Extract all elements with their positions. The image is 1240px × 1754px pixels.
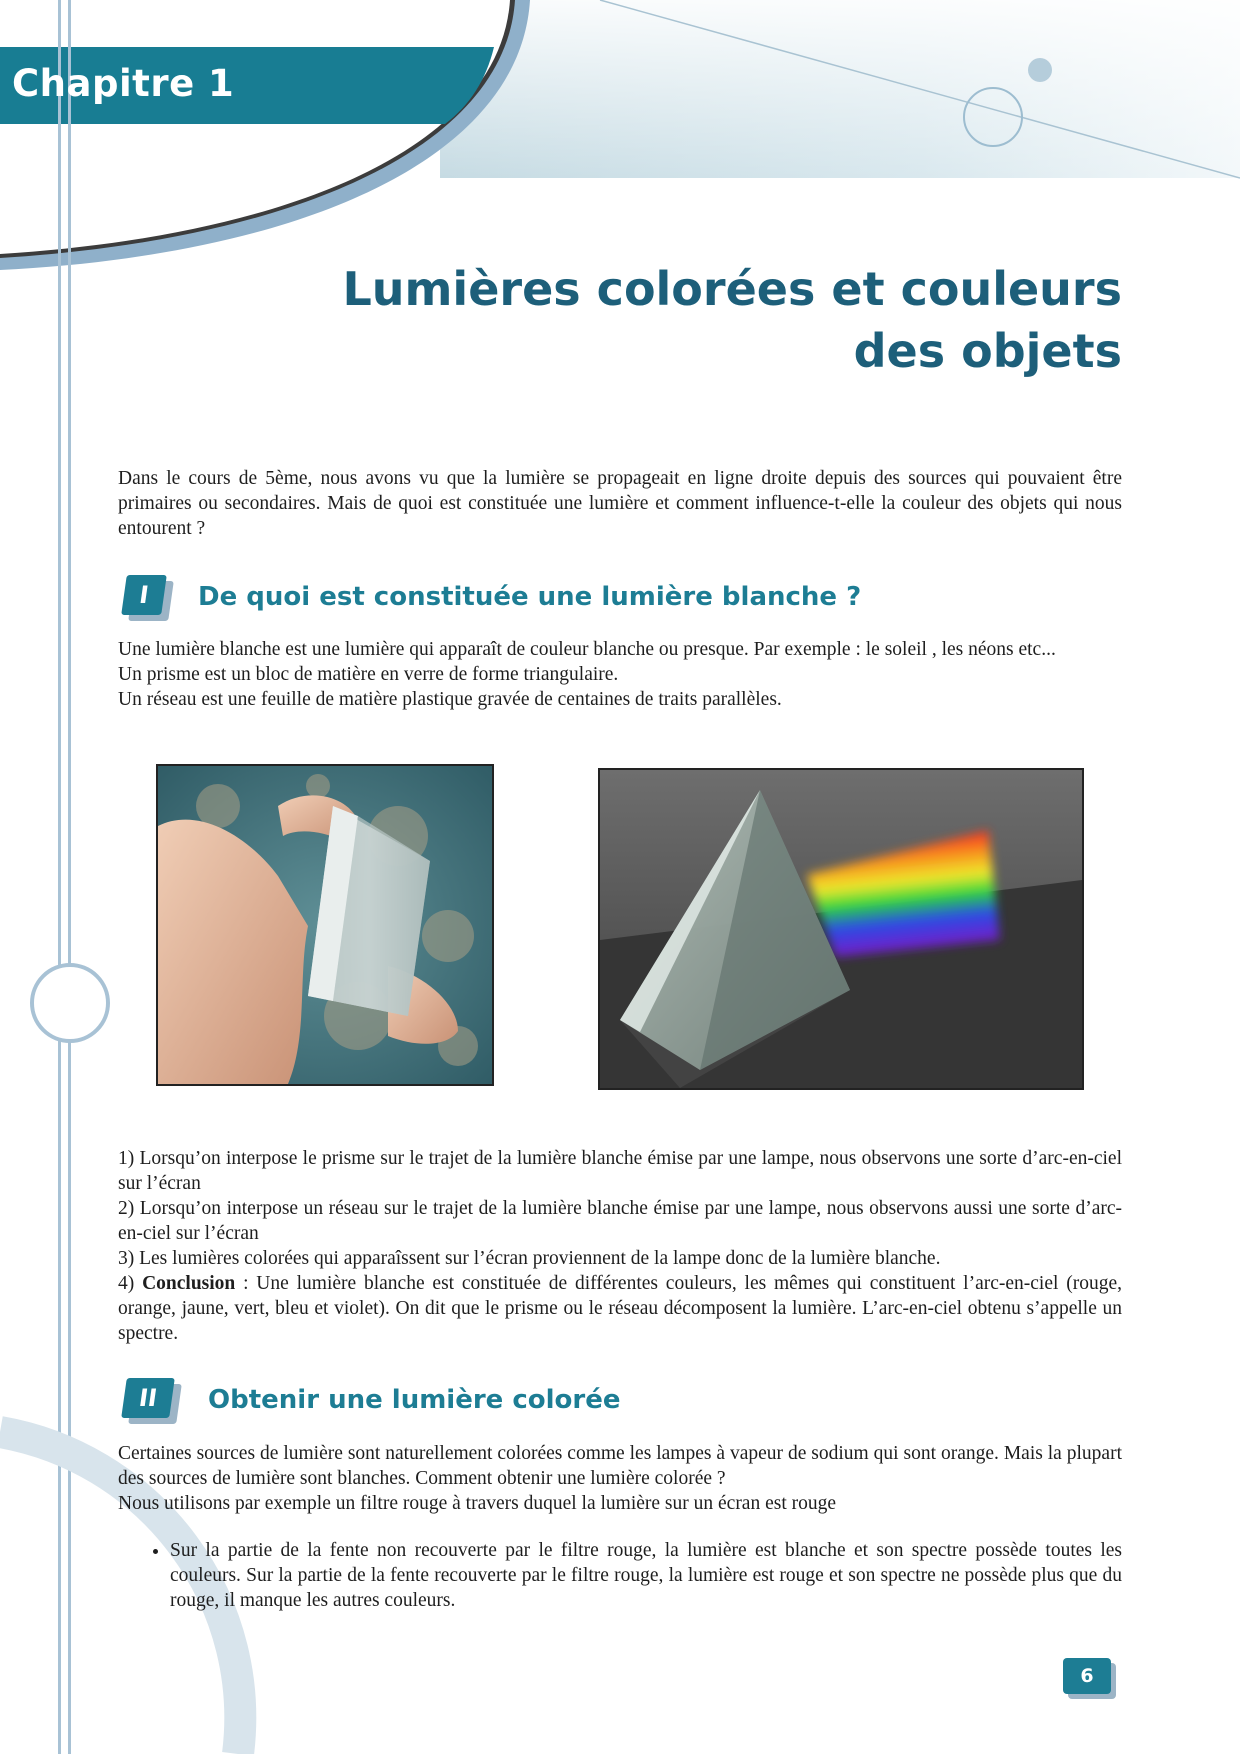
section-number: I	[121, 575, 167, 615]
section-number: II	[121, 1378, 175, 1418]
prism-hand-photo	[156, 764, 494, 1086]
section-title: De quoi est constituée une lumière blanche ?	[198, 582, 862, 612]
section-title: Obtenir une lumière colorée	[208, 1385, 621, 1415]
title-line-2: des objets	[853, 324, 1122, 378]
chapter-label: Chapitre 1	[12, 62, 235, 105]
bullet-list	[118, 1538, 1122, 1613]
intro-paragraph: Dans le cours de 5ème, nous avons vu que la lumière se propageait en ligne droite depuis des sources qui pouvaient être primaires ou secondaires. Mais de quoi est constituée une lumière et comment influence-t-elle la couleur des objets qui nous entourent ?	[118, 468, 1122, 539]
title-line-1: Lumières colorées et couleurs	[342, 262, 1122, 316]
section-number-badge	[124, 575, 166, 615]
page-number: 6	[1063, 1658, 1111, 1694]
page-title	[342, 258, 1122, 382]
prism-spectrum-photo	[598, 768, 1084, 1090]
list-item: • Sur la partie de la fente non recouverte par le filtre rouge, la lumière est blanche et son spectre possède toutes les couleurs. Sur la partie de la fente recouverte par le filtre rouge, la lumière est rouge et son spectre ne possède plus que du rouge, il manque les autres couleurs.	[170, 1538, 1122, 1613]
observation-3: 3) Les lumières colorées qui apparaîssent sur l’écran proviennent de la lampe donc de la lumière blanche.	[118, 1248, 941, 1269]
definition-prism: Un prisme est un bloc de matière en verre de forme triangulaire.	[118, 664, 619, 685]
page-number-badge	[1063, 1658, 1111, 1694]
observation-1: 1) Lorsqu’on interpose le prisme sur le trajet de la lumière blanche émise par une lampe, nous observons une sorte d’arc-en-ciel sur l’écran	[118, 1148, 1122, 1194]
definition-grating: Un réseau est une feuille de matière plastique gravée de centaines de traits parallèles.	[118, 689, 782, 710]
section-1-definitions	[118, 637, 1122, 712]
section-2-bullets	[118, 1538, 1122, 1613]
colored-sources-text: Certaines sources de lumière sont naturellement colorées comme les lampes à vapeur de sodium qui sont orange. Mais la plupart des sources de lumière sont blanches. Comment obtenir une lumière colorée ?	[118, 1443, 1122, 1489]
section-1-observations	[118, 1146, 1122, 1346]
conclusion-text: : Une lumière blanche est constituée de différentes couleurs, les mêmes qui constituent l’arc-en-ciel (rouge, orange, jaune, vert, bleu et violet). On dit que le prisme ou le réseau décomposent la lumière. L’arc-en-ciel obtenu s’appelle un spectre.	[118, 1273, 1122, 1344]
conclusion	[118, 1271, 1122, 1346]
conclusion-label: Conclusion	[142, 1273, 236, 1294]
observation-2: 2) Lorsqu’on interpose un réseau sur le trajet de la lumière blanche émise par une lampe, nous observons aussi une sorte d’arc-en-ciel sur l’écran	[118, 1198, 1122, 1244]
filter-text: Nous utilisons par exemple un filtre rouge à travers duquel la lumière sur un écran est rouge	[118, 1493, 837, 1514]
definition-white-light: Une lumière blanche est une lumière qui apparaît de couleur blanche ou presque. Par exemple : le soleil , les néons etc...	[118, 639, 1056, 660]
conclusion-prefix: 4)	[118, 1273, 143, 1294]
section-number-badge	[124, 1378, 174, 1418]
section-2-text	[118, 1441, 1122, 1516]
